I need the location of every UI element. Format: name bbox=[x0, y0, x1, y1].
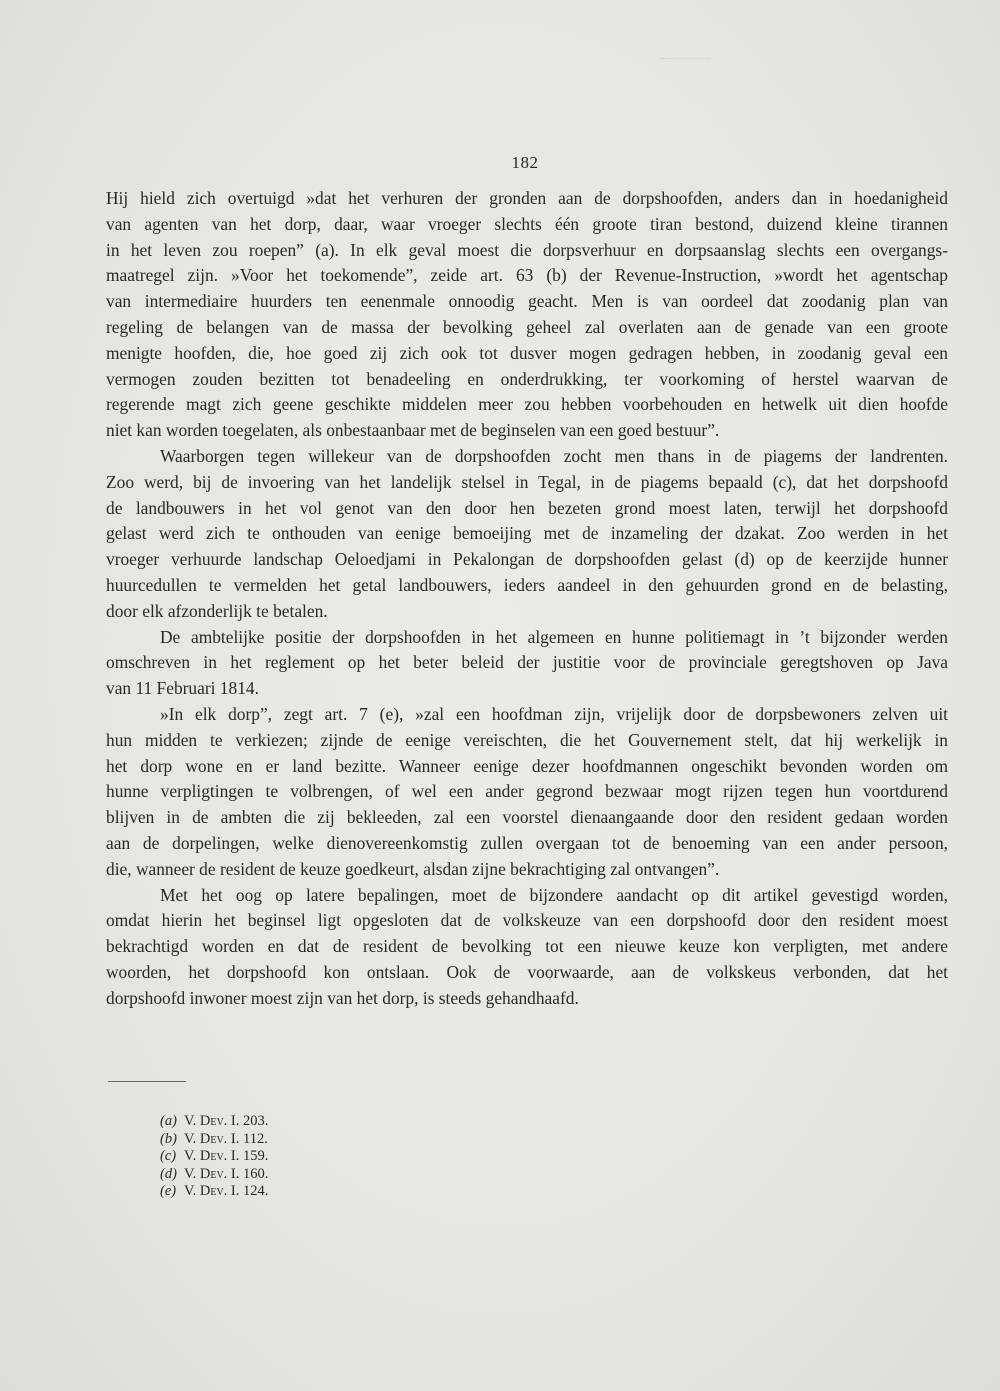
text-line: woorden, het dorpshoofd kon ontslaan. Ook de voorwaarde, aan de volkskeus verbonden, dat het bbox=[106, 961, 948, 982]
footnote-mark: (d) bbox=[160, 1165, 177, 1182]
footnote-ref: . I. 203. bbox=[223, 1113, 269, 1129]
footnote-mark: (b) bbox=[160, 1130, 177, 1147]
footnote-abbr: Dev bbox=[199, 1130, 224, 1147]
footnote-ref: . I. 112. bbox=[223, 1130, 268, 1147]
footnote-divider bbox=[108, 1081, 186, 1082]
footnote-prefix: V. bbox=[184, 1183, 200, 1200]
text-line: regerende magt zich geene geschikte middelen meer zou hebben voorbehouden en hetwelk uit dien hoofde bbox=[106, 394, 948, 415]
footnote-ref: . I. 160. bbox=[223, 1165, 269, 1182]
text-line: het dorp wone en er land bezitte. Wanneer eenige dezer hoofdmannen ongeschikt bevonden worden om bbox=[106, 755, 948, 776]
text-line: regeling de belangen van de massa der bevolking geheel zal overlaten aan de genade van een groote bbox=[106, 316, 948, 337]
footnote bbox=[160, 1183, 268, 1201]
text-line: bekrachtigd worden en dat de resident de bevolking tot een nieuwe keuze kon verpligten, met andere bbox=[106, 936, 948, 957]
text-line: Hij hield zich overtuigd »dat het verhuren der gronden aan de dorpshoofden, anders dan in hoedanigheid bbox=[106, 188, 948, 208]
text-line: Zoo werd, bij de invoering van het landelijk stelsel in Tegal, in de piagems bepaald (c), dat het dorpshoofd bbox=[106, 471, 948, 492]
footnotes bbox=[160, 1113, 268, 1201]
text-line: vroeger verhuurde landschap Oeloedjami in Pekalongan de dorpshoofden gelast (d) op de keerzijde hunner bbox=[106, 549, 948, 570]
footnote-abbr: Dev bbox=[199, 1113, 224, 1129]
footnote-prefix: V. bbox=[184, 1113, 200, 1129]
text-line: huurcedullen te vermelden het getal landbouwers, ieders aandeel in den gehuurden grond en de belasting, bbox=[106, 574, 948, 595]
faint-mark bbox=[660, 58, 710, 63]
text-line: De ambtelijke positie der dorpshoofden in het algemeen en hunne politiemagt in ’t bijzonder werden bbox=[160, 626, 948, 647]
footnote-abbr: Dev bbox=[199, 1183, 224, 1200]
text-line: aan de dorpelingen, welke dienovereenkomstig zullen overgaan tot de benoeming van een ander persoon, bbox=[106, 832, 948, 853]
footnote bbox=[160, 1148, 268, 1166]
footnote bbox=[160, 1166, 268, 1184]
text-line: hunne verpligtingen te volbrengen, of wel een ander gegrond bezwaar mogt rijzen tegen hun voortdurend bbox=[106, 781, 948, 802]
footnote-ref: . I. 159. bbox=[223, 1148, 269, 1165]
text-line: omdat hierin het beginsel ligt opgesloten dat de volkskeuze van een dorpshoofd door den resident moest bbox=[106, 910, 948, 931]
text-line: dorpshoofd inwoner moest zijn van het dorp, is steeds gehandhaafd. bbox=[106, 987, 579, 1008]
text-line: hun midden te verkiezen; zijnde de eenige vereischten, die het Gouvernement stelt, dat hij werkelijk in bbox=[106, 729, 948, 750]
text-line: van 11 Februari 1814. bbox=[106, 678, 259, 699]
text-line: maatregel zijn. »Voor het toekomende”, zeide art. 63 (b) der Revenue-Instruction, »wordt het agentschap bbox=[106, 265, 948, 286]
text-line: »In elk dorp”, zegt art. 7 (e), »zal een hoofdman zijn, vrijelijk door de dorpsbewoners zelven uit bbox=[160, 703, 948, 724]
text-line: menigte hoofden, die, hoe goed zij zich ook tot dusver mogen gedragen hebben, in zoodanig geval een bbox=[106, 342, 948, 363]
text-line: Met het oog op latere bepalingen, moet de bijzondere aandacht op dit artikel gevestigd worden, bbox=[160, 884, 948, 905]
footnote-mark: (a) bbox=[160, 1113, 177, 1129]
text-line: vermogen zouden bezitten tot benadeeling en onderdrukking, ter voorkoming of herstel waarvan de bbox=[106, 368, 948, 389]
text-line: blijven in de ambten die zij bekleeden, zal een voorstel dienaangaande door den resident gedaan worden bbox=[106, 807, 948, 828]
footnote-prefix: V. bbox=[184, 1165, 200, 1182]
text-line: van agenten van het dorp, daar, waar vroeger slechts één groote tiran bestond, duizend kleine tirannen bbox=[106, 213, 948, 234]
page-number: 182 bbox=[511, 153, 539, 172]
text-line: niet kan worden toegelaten, als onbestaanbaar met de beginselen van een goed bestuur”. bbox=[106, 420, 720, 441]
text-line: in het leven zou roepen” (a). In elk geval moest die dorpsverhuur en dorpsaanslag slechts een overgangs- bbox=[106, 239, 948, 260]
footnote-ref: . I. 124. bbox=[223, 1183, 269, 1200]
text-line: van intermediaire huurders ten eenenmale onnoodig geacht. Men is van oordeel dat zoodanig plan van bbox=[106, 291, 948, 312]
footnote bbox=[160, 1113, 268, 1131]
footnote-prefix: V. bbox=[184, 1148, 200, 1165]
footnote-abbr: Dev bbox=[199, 1148, 224, 1165]
footnote-abbr: Dev bbox=[199, 1165, 224, 1182]
text-line: Waarborgen tegen willekeur van de dorpshoofden zocht men thans in de piagems der landrenten. bbox=[160, 445, 948, 466]
footnote-prefix: V. bbox=[184, 1130, 200, 1147]
footnote-mark: (c) bbox=[160, 1148, 177, 1165]
text-line: door elk afzonderlijk te betalen. bbox=[106, 600, 328, 621]
text-line: de landbouwers in het vol genot van den door hen bezeten grond moest laten, terwijl het dorpshoofd bbox=[106, 497, 948, 518]
text-line: die, wanneer de resident de keuze goedkeurt, alsdan zijne bekrachtiging zal ontvangen”. bbox=[106, 858, 720, 879]
body-text bbox=[106, 186, 948, 1012]
text-line: gelast werd zich te onthouden van eenige bemoeijing met de inzameling der dzakat. Zoo werden in het bbox=[106, 523, 948, 544]
footnote bbox=[160, 1131, 268, 1149]
text-line: omschreven in het reglement op het beter beleid der justitie voor de provinciale geregtshoven op Java bbox=[106, 652, 948, 673]
footnote-mark: (e) bbox=[160, 1183, 177, 1200]
